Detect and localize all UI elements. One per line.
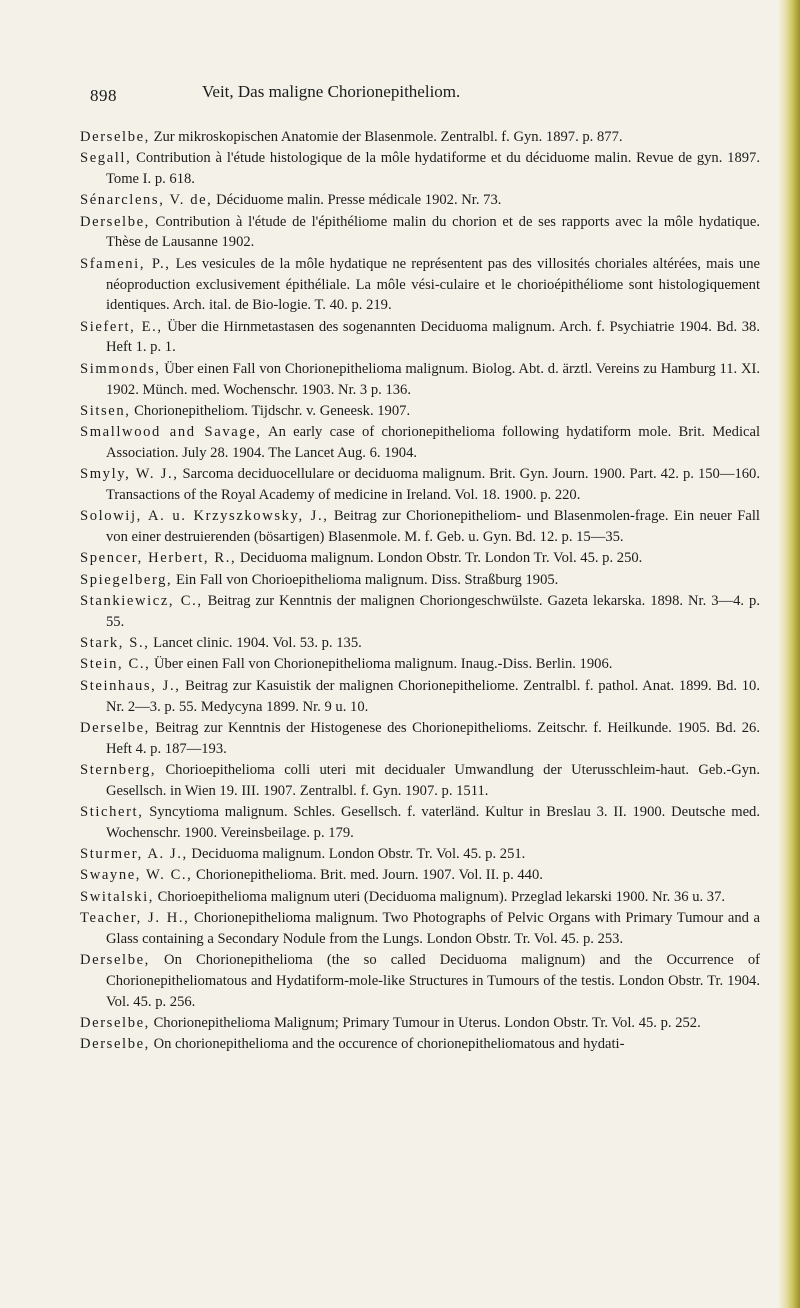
reference-author: Stichert,: [80, 804, 144, 820]
reference-author: Derselbe,: [80, 952, 150, 969]
reference-text: Zur mikroskopischen Anatomie der Blasenmole. Zentralbl. f. Gyn. 1897. p. 877.: [149, 129, 623, 145]
reference-text: Deciduoma malignum. London Obstr. Tr. London Tr. Vol. 45. p. 250.: [236, 550, 643, 567]
reference-entry: [80, 865, 760, 886]
reference-author: Derselbe,: [80, 1014, 150, 1031]
reference-author: Stankiewicz, C.,: [80, 593, 203, 610]
reference-author: Steinhaus, J.,: [80, 677, 181, 694]
reference-entry: [80, 506, 760, 548]
reference-author: Derselbe,: [80, 719, 150, 736]
running-title: Veit, Das maligne Chorionepitheliom.: [202, 82, 461, 101]
reference-entry: [80, 1034, 760, 1055]
reference-list: [80, 127, 760, 1056]
reference-entry: [80, 570, 760, 591]
reference-author: Sturmer, A. J.,: [80, 846, 188, 863]
reference-entry: [80, 844, 760, 865]
reference-entry: [80, 464, 760, 506]
reference-entry: [80, 1013, 760, 1034]
reference-text: Contribution à l'étude de l'épithéliome malin du chorion et de ses rapports avec la môle hydatique. Thèse de Lausanne 1902.: [106, 213, 760, 251]
reference-entry: [80, 401, 760, 422]
reference-text: On chorionepithelioma and the occurence of chorionepitheliomatous and hydati-: [149, 1036, 625, 1053]
reference-entry: [80, 422, 760, 464]
reference-text: Chorionepithelioma Malignum; Primary Tumour in Uterus. London Obstr. Tr. Vol. 45. p. 252.: [149, 1014, 701, 1031]
reference-text: Syncytioma malignum. Schles. Gesellsch. f. vaterländ. Kultur in Breslau 3. II. 1900. Deutsche med. Wochenschr. 1900. Vereinsbeilage. p. 179.: [106, 804, 760, 841]
reference-entry: [80, 190, 760, 211]
reference-text: Beitrag zur Kenntnis der malignen Choriongeschwülste. Gazeta lekarska. 1898. Nr. 3—4. p. 55.: [106, 593, 760, 630]
reference-text: Sarcoma deciduocellulare or deciduoma malignum. Brit. Gyn. Journ. 1900. Part. 42. p. 150—160. Transactions of the Royal Academy of medicine in Ireland. Vol. 18. 1900. p. 220.: [106, 466, 760, 504]
reference-author: Solowij, A. u. Krzyszkowsky, J.,: [80, 508, 329, 525]
page-number: 898: [90, 86, 117, 105]
reference-author: Siefert, E.,: [80, 318, 163, 335]
reference-entry: [80, 654, 760, 675]
reference-text: Chorionepithelioma. Brit. med. Journ. 1907. Vol. II. p. 440.: [192, 867, 543, 884]
reference-author: Derselbe,: [80, 213, 150, 230]
reference-text: Beitrag zur Kenntnis der Histogenese des Chorionepithelioms. Zeitschr. f. Heilkunde. 1905. Bd. 26. Heft 4. p. 187—193.: [106, 719, 760, 757]
reference-entry: [80, 548, 760, 569]
reference-text: Über die Hirnmetastasen des sogenannten Deciduoma malignum. Arch. f. Psychiatrie 1904. Bd. 38. Heft 1. p. 1.: [106, 318, 760, 356]
reference-text: An early case of chorionepithelioma following hydatiform mole. Brit. Medical Association. July 28. 1904. The Lancet Aug. 6. 1904.: [106, 424, 761, 461]
reference-text: Lancet clinic. 1904. Vol. 53. p. 135.: [149, 635, 362, 652]
reference-author: Swayne, W. C.,: [80, 867, 193, 884]
reference-author: Segall,: [80, 150, 132, 167]
reference-author: Teacher, J. H.,: [80, 909, 190, 926]
reference-text: Beitrag zur Chorionepitheliom- und Blasenmolen-frage. Ein neuer Fall von einer destruierenden (bösartigen) Blasenmole. M. f. Geb. u. Gyn. Bd. 12. p. 15—35.: [106, 508, 760, 546]
reference-author: Derselbe,: [80, 129, 150, 145]
page-edge-shadow: [778, 0, 800, 1308]
reference-text: Les vesicules de la môle hydatique ne représentent pas des villosités choriales altérées, mais une néoproduction exclusivement épithéliale. La môle vési-culaire et le chorioépithéliome sont histologiquement identiques. Arch. ital. de Bio-logie. T. 40. p. 219.: [106, 255, 760, 314]
reference-text: Déciduome malin. Presse médicale 1902. Nr. 73.: [212, 192, 502, 209]
reference-text: Ein Fall von Chorioepithelioma malignum. Diss. Straßburg 1905.: [172, 571, 559, 588]
reference-entry: [80, 148, 760, 190]
reference-entry: [80, 676, 760, 718]
reference-entry: [80, 254, 760, 316]
reference-entry: [80, 760, 760, 802]
reference-entry: [80, 908, 760, 950]
reference-entry: [80, 633, 760, 654]
reference-entry: [80, 317, 760, 359]
reference-entry: [80, 591, 760, 633]
reference-entry: [80, 127, 760, 148]
reference-text: Chorionepitheliom. Tijdschr. v. Geneesk. 1907.: [130, 402, 411, 419]
reference-text: On Chorionepithelioma (the so called Deciduoma malignum) and the Occurrence of Chorionepitheliomatous and Hydatiform-mole-like Structures in Tumours of the testis. London Obstr. Tr. 1904. Vol. 45. p. 256.: [106, 952, 760, 1010]
reference-author: Spiegelberg,: [80, 571, 173, 588]
reference-author: Smallwood and Savage,: [80, 424, 262, 441]
reference-entry: [80, 212, 760, 254]
reference-author: Spencer, Herbert, R.,: [80, 550, 237, 567]
reference-text: Contribution à l'étude histologique de la môle hydatiforme et du déciduome malin. Revue de gyn. 1897. Tome I. p. 618.: [106, 150, 760, 188]
reference-text: Beitrag zur Kasuistik der malignen Chorionepitheliome. Zentralbl. f. pathol. Anat. 1899. Bd. 10. Nr. 2—3. p. 55. Medycyna 1899. Nr. 9 u. 10.: [106, 677, 760, 715]
reference-text: Deciduoma malignum. London Obstr. Tr. Vol. 45. p. 251.: [187, 846, 526, 863]
reference-author: Stein, C.,: [80, 656, 151, 673]
reference-author: Derselbe,: [80, 1036, 150, 1053]
reference-text: Chorioepithelioma malignum uteri (Deciduoma malignum). Przeglad lekarski 1900. Nr. 36 u. 37.: [153, 888, 726, 905]
page-header: [90, 82, 760, 112]
reference-author: Switalski,: [80, 888, 154, 905]
reference-entry: [80, 359, 760, 401]
reference-text: Über einen Fall von Chorionepithelioma malignum. Inaug.-Diss. Berlin. 1906.: [150, 656, 613, 673]
reference-author: Stark, S.,: [80, 635, 150, 652]
reference-author: Sénarclens, V. de,: [80, 192, 213, 209]
reference-author: Sternberg,: [80, 761, 157, 778]
reference-text: Über einen Fall von Chorionepithelioma malignum. Biolog. Abt. d. ärztl. Vereins zu Hamburg 11. XI. 1902. Münch. med. Wochenschr. 1903. Nr. 3 p. 136.: [106, 360, 760, 398]
reference-entry: [80, 887, 760, 908]
reference-author: Simmonds,: [80, 360, 161, 377]
reference-entry: [80, 950, 760, 1012]
reference-text: Chorioepithelioma colli uteri mit decidualer Umwandlung der Uterusschleim-haut. Geb.-Gyn. Gesellsch. in Wien 19. III. 1907. Zentralbl. f. Gyn. 1907. p. 1511.: [106, 761, 760, 799]
reference-author: Sitsen,: [80, 402, 131, 419]
reference-text: Chorionepithelioma malignum. Two Photographs of Pelvic Organs with Primary Tumour and a Glass containing a Secondary Nodule from the Lungs. London Obstr. Tr. Vol. 45. p. 253.: [106, 909, 760, 947]
reference-entry: [80, 718, 760, 760]
reference-entry: [80, 802, 760, 844]
reference-author: Sfameni, P.,: [80, 255, 171, 272]
reference-author: Smyly, W. J.,: [80, 466, 179, 483]
